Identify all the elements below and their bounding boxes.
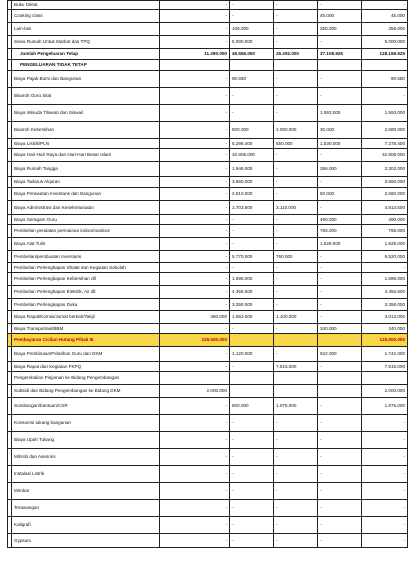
table-row — [8, 23, 408, 36]
value-cell: 5.770.000 — [230, 251, 274, 263]
row-label-cell: Pembelian Perlengkapan Duka — [12, 299, 160, 311]
value-cell: - — [230, 500, 274, 517]
table-row — [8, 415, 408, 432]
value-cell: - — [274, 23, 318, 36]
value-cell: 550.000 — [274, 139, 318, 149]
value-cell: - — [160, 36, 230, 49]
row-label-cell: Biaya Tadarus Alquran — [12, 177, 160, 188]
value-cell: - — [160, 225, 230, 238]
row-label-cell: Pembelian/pembuatan Inventaris — [12, 251, 160, 263]
value-cell: - — [274, 162, 318, 177]
row-label-cell: Konsumsi tukang bangunan — [12, 415, 160, 432]
value-cell: - — [318, 273, 362, 286]
value-cell: 2.580.000 — [362, 122, 408, 139]
table-row — [8, 385, 408, 398]
table-row — [8, 466, 408, 483]
value-cell: - — [362, 500, 408, 517]
value-cell: - — [274, 10, 318, 23]
value-cell: - — [160, 1, 230, 10]
table-row — [8, 177, 408, 188]
value-cell: - — [160, 324, 230, 334]
row-label-cell: Mimbar — [12, 483, 160, 500]
table-row — [8, 105, 408, 122]
value-cell: 1.120.000 — [230, 347, 274, 362]
value-cell: - — [274, 263, 318, 273]
row-label-cell: Pembelian Perlengkapan Elektrik, Air dll — [12, 286, 160, 299]
value-cell: - — [318, 286, 362, 299]
value-cell: - — [160, 105, 230, 122]
value-cell: - — [318, 500, 362, 517]
value-cell: 500.000 — [230, 122, 274, 139]
value-cell — [274, 60, 318, 71]
value-cell: - — [274, 483, 318, 500]
value-cell: - — [362, 449, 408, 466]
value-cell: - — [318, 201, 362, 215]
value-cell: - — [230, 534, 274, 548]
value-cell: 3.860.000 — [230, 177, 274, 188]
value-cell: 1.553.000 — [230, 311, 274, 324]
value-cell — [274, 372, 318, 385]
value-cell: - — [160, 362, 230, 372]
value-cell: 50.000 — [318, 188, 362, 201]
value-cell: 7.515.000 — [362, 362, 408, 372]
value-cell: 800.000 — [230, 398, 274, 415]
value-cell: - — [274, 149, 318, 162]
value-cell: - — [230, 432, 274, 449]
value-cell: 490.000 — [318, 215, 362, 225]
value-cell: - — [274, 500, 318, 517]
value-cell: 7.515.000 — [274, 362, 318, 372]
value-cell: - — [230, 362, 274, 372]
value-cell: 30.000 — [318, 122, 362, 139]
value-cell: 360.000 — [160, 311, 230, 324]
row-label-cell: Biaya Rapat/Komisi/Jumat berkah/Takjil — [12, 311, 160, 324]
value-cell: 1.075.000 — [274, 398, 318, 415]
value-cell: 90.650 — [362, 71, 408, 88]
row-label-cell: Sewa Rumah Untuk Marbot dan TPQ — [12, 36, 160, 49]
table-row — [8, 372, 408, 385]
value-cell: - — [160, 201, 230, 215]
row-label-cell: Jumlah Pengeluaran Tetap — [12, 49, 160, 60]
value-cell: 37.108.925 — [318, 49, 362, 60]
row-label-cell: Biaya Pajak Bumi dan Bangunan — [12, 71, 160, 88]
row-label-cell: Pembelian peralatan permainan indoor/outdoor — [12, 225, 160, 238]
value-cell — [230, 334, 274, 347]
value-cell: 5.298.400 — [230, 139, 274, 149]
table-row — [8, 238, 408, 251]
value-cell: 3.110.000 — [274, 201, 318, 215]
value-cell: 2.050.000 — [274, 122, 318, 139]
value-cell: 49.556.000 — [230, 49, 274, 60]
value-cell: - — [362, 415, 408, 432]
value-cell: - — [230, 263, 274, 273]
row-label-cell: Biaya Transportasi/BBM — [12, 324, 160, 334]
value-cell: - — [274, 432, 318, 449]
row-label-cell: Biaya Seragam Guru — [12, 215, 160, 225]
value-cell: - — [318, 263, 362, 273]
value-cell: - — [230, 483, 274, 500]
table-row — [8, 139, 408, 149]
table-row — [8, 299, 408, 311]
row-label-cell: Biaya Upah Tukang — [12, 432, 160, 449]
value-cell — [230, 372, 274, 385]
value-cell: 356.000 — [362, 23, 408, 36]
value-cell: - — [274, 449, 318, 466]
value-cell — [230, 60, 274, 71]
value-cell: - — [274, 534, 318, 548]
value-cell: - — [362, 466, 408, 483]
value-cell: - — [318, 449, 362, 466]
value-cell: 490.000 — [362, 215, 408, 225]
row-label-cell: Bisaroh Kebersihan — [12, 122, 160, 139]
value-cell: 750.000 — [274, 251, 318, 263]
table-row — [8, 1, 408, 10]
row-label-cell: Gypsum — [12, 534, 160, 548]
row-label-cell: Biaya Pembinaan/Pelatihan Guru dan DKM — [12, 347, 160, 362]
table-row — [8, 483, 408, 500]
value-cell: - — [230, 88, 274, 105]
row-label-cell: Sumbangan/bantuan/CSR — [12, 398, 160, 415]
value-cell: - — [160, 122, 230, 139]
value-cell: 128.168.925 — [362, 49, 408, 60]
table-row — [8, 398, 408, 415]
value-cell: - — [230, 105, 274, 122]
value-cell: 4.813.500 — [362, 201, 408, 215]
value-cell: 2.302.000 — [362, 162, 408, 177]
value-cell: - — [318, 36, 362, 49]
value-cell: - — [318, 71, 362, 88]
value-cell: 3.358.000 — [362, 299, 408, 311]
value-cell: - — [160, 251, 230, 263]
value-cell: 11.290.000 — [160, 49, 230, 60]
row-label-cell: Pembelian Perlengkapan Kebersihan dll — [12, 273, 160, 286]
value-cell: - — [160, 23, 230, 36]
value-cell: - — [160, 263, 230, 273]
value-cell: - — [160, 299, 230, 311]
row-label-cell: Biaya Hari-Hari Raya dan Hari-Hari Besar Islam — [12, 149, 160, 162]
value-cell: - — [160, 432, 230, 449]
value-cell: - — [230, 10, 274, 23]
value-cell: 32.806.000 — [230, 149, 274, 162]
table-row — [8, 449, 408, 466]
value-cell: 3.860.000 — [362, 177, 408, 188]
table-row — [8, 534, 408, 548]
row-label-cell: Instalasi Listrik — [12, 466, 160, 483]
value-cell: 1.696.000 — [362, 273, 408, 286]
value-cell: - — [274, 415, 318, 432]
table-row — [8, 273, 408, 286]
table-row — [8, 88, 408, 105]
value-cell: - — [318, 88, 362, 105]
table-row — [8, 347, 408, 362]
value-cell: 125.000.000 — [362, 334, 408, 347]
table-row — [8, 432, 408, 449]
value-cell: - — [362, 483, 408, 500]
value-cell: 4.356.500 — [230, 286, 274, 299]
value-cell: 5.000.000 — [362, 36, 408, 49]
value-cell: 7.378.400 — [362, 139, 408, 149]
value-cell: 1.593.000 — [362, 105, 408, 122]
table-row — [8, 201, 408, 215]
value-cell: - — [274, 225, 318, 238]
value-cell: - — [160, 162, 230, 177]
value-cell — [318, 60, 362, 71]
value-cell: 2.660.000 — [362, 188, 408, 201]
value-cell: - — [274, 347, 318, 362]
value-cell: - — [274, 324, 318, 334]
value-cell: - — [160, 483, 230, 500]
row-label-cell: Biaya Rumah Tangga — [12, 162, 160, 177]
value-cell: - — [274, 105, 318, 122]
value-cell: 1.528.000 — [362, 238, 408, 251]
table-row — [8, 60, 408, 71]
value-cell: 5.000.000 — [230, 36, 274, 49]
value-cell: - — [160, 215, 230, 225]
value-cell: 1.593.000 — [318, 105, 362, 122]
value-cell: - — [318, 534, 362, 548]
value-cell: 26.292.000 — [274, 49, 318, 60]
value-cell: 622.000 — [318, 347, 362, 362]
value-cell — [274, 385, 318, 398]
value-cell: 1.742.000 — [362, 347, 408, 362]
value-cell: - — [362, 534, 408, 548]
value-cell: - — [274, 466, 318, 483]
value-cell: 340.000 — [362, 324, 408, 334]
table-row — [8, 149, 408, 162]
value-cell: 1.100.000 — [274, 311, 318, 324]
value-cell: - — [230, 415, 274, 432]
value-cell: - — [274, 71, 318, 88]
value-cell: - — [230, 225, 274, 238]
value-cell: - — [318, 517, 362, 534]
value-cell: 1.530.000 — [318, 139, 362, 149]
value-cell: - — [274, 517, 318, 534]
value-cell: 125.000.000 — [160, 334, 230, 347]
value-cell: - — [274, 88, 318, 105]
value-cell — [318, 385, 362, 398]
table-row — [8, 49, 408, 60]
row-label-cell: Bisaroh Guru Silat — [12, 88, 160, 105]
row-label-cell: Biaya Alat Tulis — [12, 238, 160, 251]
row-label-cell: Subsidi dan Bidang Pengembangan ke Bidang DKM — [12, 385, 160, 398]
value-cell: - — [160, 149, 230, 162]
value-cell: - — [160, 449, 230, 466]
value-cell: - — [318, 415, 362, 432]
value-cell: 1.946.000 — [230, 162, 274, 177]
value-cell: - — [318, 311, 362, 324]
value-cell: 766.000 — [318, 225, 362, 238]
value-cell: - — [318, 177, 362, 188]
expense-table — [7, 0, 408, 548]
value-cell: - — [160, 139, 230, 149]
row-label-cell: Pengembalian Pinjaman ke Bidang Pengembangan — [12, 372, 160, 385]
value-cell: - — [230, 517, 274, 534]
value-cell: 1.696.000 — [230, 273, 274, 286]
value-cell: - — [160, 88, 230, 105]
value-cell: 2.000.000 — [362, 385, 408, 398]
table-row — [8, 311, 408, 324]
value-cell: - — [230, 449, 274, 466]
row-label-cell: Mihrob dan Asesoris — [12, 449, 160, 466]
row-label-cell: Biaya Administrasi dan Kesekretariatan — [12, 201, 160, 215]
value-cell: 250.000 — [318, 23, 362, 36]
table-row — [8, 71, 408, 88]
row-label-cell: Biaya Rapat dan Kegiatan FKPQ — [12, 362, 160, 372]
table-row — [8, 500, 408, 517]
value-cell: - — [160, 347, 230, 362]
value-cell: - — [274, 1, 318, 10]
value-cell: 1.703.500 — [230, 201, 274, 215]
row-label-cell: Pembelian Perlengkapan Shalat dan Kegiatan Sekolah — [12, 263, 160, 273]
value-cell — [362, 60, 408, 71]
value-cell: - — [274, 188, 318, 201]
table-row — [8, 324, 408, 334]
value-cell: 6.520.000 — [362, 251, 408, 263]
table-row — [8, 251, 408, 263]
value-cell — [230, 385, 274, 398]
table-row — [8, 188, 408, 201]
value-cell: 3.013.000 — [362, 311, 408, 324]
table-row — [8, 162, 408, 177]
table-row — [8, 263, 408, 273]
table-row — [8, 517, 408, 534]
value-cell: - — [160, 466, 230, 483]
value-cell: - — [230, 238, 274, 251]
value-cell: 1.528.000 — [318, 238, 362, 251]
value-cell: - — [318, 466, 362, 483]
value-cell: - — [160, 398, 230, 415]
value-cell: 1.875.000 — [362, 398, 408, 415]
value-cell — [318, 334, 362, 347]
value-cell: - — [274, 286, 318, 299]
value-cell: - — [318, 299, 362, 311]
value-cell: - — [362, 432, 408, 449]
value-cell: - — [362, 88, 408, 105]
value-cell: - — [318, 432, 362, 449]
table-row — [8, 122, 408, 139]
value-cell: - — [160, 273, 230, 286]
row-label-cell: PENGELUARAN TIDAK TETAP — [12, 60, 160, 71]
value-cell: - — [274, 177, 318, 188]
table-row — [8, 286, 408, 299]
value-cell: - — [274, 299, 318, 311]
row-label-cell: Cooking class — [12, 10, 160, 23]
value-cell: - — [230, 1, 274, 10]
value-cell: - — [362, 263, 408, 273]
value-cell: - — [160, 286, 230, 299]
value-cell: - — [274, 273, 318, 286]
value-cell: - — [160, 534, 230, 548]
value-cell: - — [160, 517, 230, 534]
value-cell — [160, 60, 230, 71]
value-cell: - — [362, 1, 408, 10]
value-cell: - — [230, 324, 274, 334]
value-cell: 356.000 — [318, 162, 362, 177]
value-cell: - — [362, 517, 408, 534]
table-row — [8, 215, 408, 225]
value-cell: 4.356.500 — [362, 286, 408, 299]
table-row — [8, 10, 408, 23]
table-row — [8, 362, 408, 372]
value-cell: 45.000 — [362, 10, 408, 23]
table-row — [8, 334, 408, 347]
value-cell: - — [160, 238, 230, 251]
value-cell — [362, 372, 408, 385]
value-cell — [160, 372, 230, 385]
value-cell: - — [318, 362, 362, 372]
value-cell: 2.000.000 — [160, 385, 230, 398]
row-label-cell: Buku Diktat — [12, 1, 160, 10]
value-cell: - — [274, 36, 318, 49]
value-cell: - — [318, 251, 362, 263]
value-cell: - — [318, 483, 362, 500]
value-cell: - — [160, 415, 230, 432]
value-cell: - — [160, 71, 230, 88]
row-label-cell: Pembayaran Cicilan Hutang Pihak III — [12, 334, 160, 347]
value-cell: 45.000 — [318, 10, 362, 23]
table-row — [8, 225, 408, 238]
value-cell: 90.650 — [230, 71, 274, 88]
value-cell: 106.000 — [230, 23, 274, 36]
row-label-cell: Terawangan — [12, 500, 160, 517]
value-cell: - — [160, 177, 230, 188]
value-cell: - — [160, 188, 230, 201]
value-cell: - — [318, 149, 362, 162]
value-cell: - — [274, 238, 318, 251]
row-label-cell: Biaya Listrik/PLN — [12, 139, 160, 149]
row-label-cell: Biaya Perawatan Inventaris dan Bangunan — [12, 188, 160, 201]
value-cell — [318, 372, 362, 385]
value-cell: - — [318, 398, 362, 415]
row-label-cell: Biaya Wisuda Tilawati dan Siswa/i — [12, 105, 160, 122]
value-cell: 2.610.000 — [230, 188, 274, 201]
value-cell: 32.806.000 — [362, 149, 408, 162]
value-cell: - — [230, 215, 274, 225]
table-row — [8, 36, 408, 49]
value-cell: - — [318, 1, 362, 10]
row-label-cell: Kaligrafi — [12, 517, 160, 534]
value-cell: 766.000 — [362, 225, 408, 238]
value-cell: 3.358.000 — [230, 299, 274, 311]
value-cell: - — [230, 466, 274, 483]
value-cell — [274, 334, 318, 347]
value-cell: 340.000 — [318, 324, 362, 334]
value-cell: - — [160, 10, 230, 23]
row-label-cell: Lain-lain — [12, 23, 160, 36]
value-cell: - — [160, 500, 230, 517]
value-cell: - — [274, 215, 318, 225]
